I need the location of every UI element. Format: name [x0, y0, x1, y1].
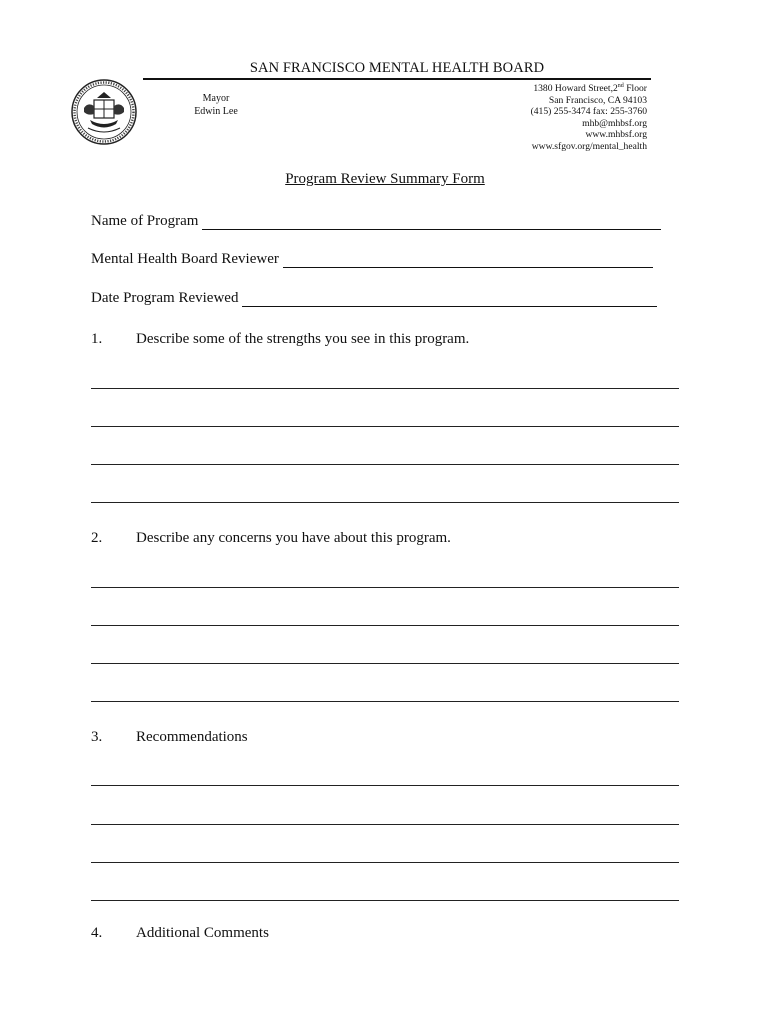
answer-line[interactable] — [91, 502, 679, 503]
date-reviewed-label: Date Program Reviewed — [91, 290, 239, 306]
question-3-number: 3. — [91, 729, 103, 745]
form-title — [0, 171, 770, 188]
reviewer-blank[interactable] — [283, 253, 653, 268]
question-2-text: Describe any concerns you have about this program. — [136, 530, 451, 546]
answer-line[interactable] — [91, 663, 679, 664]
city-seal-icon — [70, 78, 138, 146]
answer-line[interactable] — [91, 587, 679, 588]
question-1-text: Describe some of the strengths you see in this program. — [136, 331, 470, 347]
answer-line[interactable] — [91, 862, 679, 863]
answer-line[interactable] — [91, 701, 679, 702]
program-name-field — [91, 212, 661, 230]
answer-line[interactable] — [91, 426, 679, 427]
question-3-text: Recommendations — [136, 729, 248, 745]
address-street-prefix: 1380 Howard Street,2 — [533, 83, 618, 94]
program-name-label: Name of Program — [91, 213, 199, 229]
address-email: mhb@mhbsf.org — [582, 117, 647, 129]
form-title-text: Program Review Summary Form — [285, 171, 485, 187]
answer-line[interactable] — [91, 625, 679, 626]
answer-line[interactable] — [91, 464, 679, 465]
question-4-number: 4. — [91, 925, 103, 941]
address-street-suffix: Floor — [623, 83, 647, 94]
answer-line[interactable] — [91, 824, 679, 825]
mayor-label: Mayor — [202, 93, 230, 104]
reviewer-field — [91, 250, 653, 268]
organization-title: SAN FRANCISCO MENTAL HEALTH BOARD — [249, 60, 545, 76]
question-2-number: 2. — [91, 530, 103, 546]
date-reviewed-field — [91, 289, 657, 307]
question-4-text: Additional Comments — [136, 925, 269, 941]
program-name-blank[interactable] — [202, 215, 661, 230]
address-website-2: www.sfgov.org/mental_health — [531, 140, 647, 152]
mayor-name: Edwin Lee — [194, 105, 238, 117]
answer-line[interactable] — [91, 785, 679, 786]
address-street-sup: nd — [617, 82, 624, 89]
answer-line[interactable] — [91, 900, 679, 901]
address-website: www.mhbsf.org — [585, 129, 647, 141]
question-1-number: 1. — [91, 331, 103, 347]
answer-line[interactable] — [91, 388, 679, 389]
address-city: San Francisco, CA 94103 — [548, 94, 647, 106]
reviewer-label: Mental Health Board Reviewer — [91, 251, 279, 267]
mayor-block — [170, 93, 262, 118]
date-reviewed-blank[interactable] — [242, 292, 657, 307]
address-street — [531, 83, 647, 95]
address-block — [531, 83, 647, 153]
header-divider — [143, 78, 651, 80]
address-phone: (415) 255-3474 fax: 255-3760 — [530, 106, 647, 118]
